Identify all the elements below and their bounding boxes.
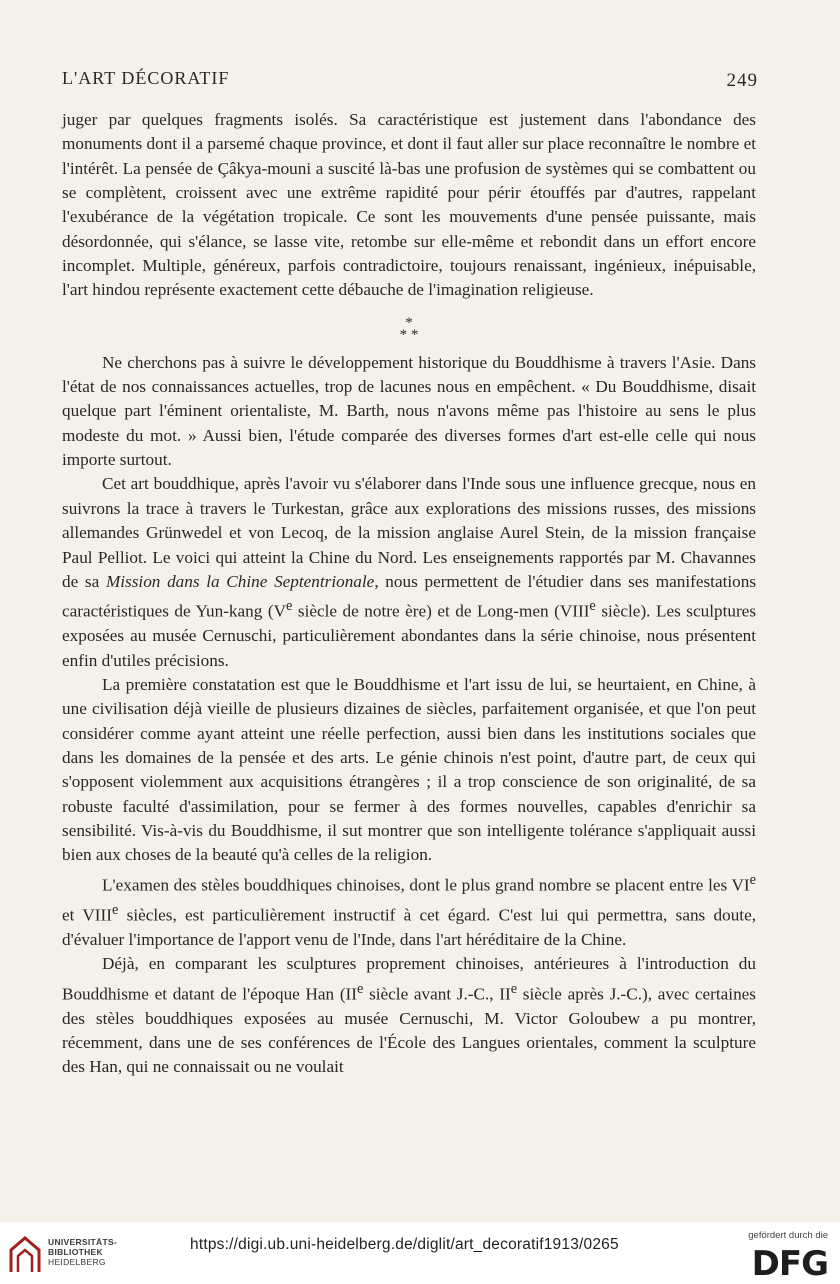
paragraph-text: et VIII xyxy=(62,905,112,925)
paragraph-text: siècle avant J.-C., II xyxy=(363,984,511,1004)
paragraph-text: Cet art bouddhique, après l'avoir vu s'élaborer dans l'Inde sous une influence grecque, nous en suivrons la trace à travers le Turkestan, grâce aux explorations des missions russes, des missions allemandes Grünwedel et von Lecoq, de la mission anglaise Aurel Stein, de la mission française Paul Pelliot. Le voici qui atteint la Chine du Nord. Les enseignements rapportés par M. Chavannes de sa xyxy=(62,474,756,591)
asterism-bottom: * * xyxy=(399,326,419,343)
asterism-divider xyxy=(62,303,756,351)
running-head-title: L'ART DÉCORATIF xyxy=(62,68,230,88)
permalink-url[interactable]: https://digi.ub.uni-heidelberg.de/diglit/art_decoratif1913/0265 xyxy=(190,1236,619,1253)
viewer-footer xyxy=(0,1222,840,1284)
paragraph-text: siècle). Les sculptures exposées au musée Cernuschi, particulièrement abondantes dans la série chinoise, nous présentent enfin d'utiles précisions. xyxy=(62,601,757,670)
library-name-line: BIBLIOTHEK xyxy=(48,1247,103,1257)
superscript: e xyxy=(286,598,293,615)
body-text xyxy=(62,108,756,1080)
paragraph: juger par quelques fragments isolés. Sa caractéristique est justement dans l'abondance des monuments dont il a parsemé chaque province, et dont il faut aller sur place reconnaître le nombre et l'intérêt. La pensée de Çâkya-mouni a suscité là-bas une profusion de systèmes qui se combattent ou se complètent, croissent avec une extrême rapidité pour périr étouffés par d'autres, rappelant l'exubérance de la végétation tropicale. Ce sont les mouvements d'une pensée puissante, mais désordonnée, qui s'élance, se lasse vite, retombe sur elle-même et rebondit dans un effort encore incomplet. Multiple, généreux, parfois contradictoire, toujours renaissant, ingénieux, inépuisable, l'art hindou représente exactement cette débauche de l'imagination religieuse. xyxy=(62,110,756,300)
library-name-line: UNIVERSITÄTS- xyxy=(48,1237,118,1247)
paragraph-text: L'examen des stèles bouddhiques chinoises, dont le plus grand nombre se placent entre les VI xyxy=(102,875,750,895)
book-title-italic: Mission dans la Chine Septentrionale xyxy=(105,571,375,591)
superscript: e xyxy=(589,598,596,615)
superscript: e xyxy=(357,980,364,997)
paragraph xyxy=(62,952,756,1079)
paragraph-text: Déjà, en comparant les sculptures proprement chinoises, antérieures à l'introduction du Bouddhisme et datant de l'époque Han (II xyxy=(62,954,756,1004)
paragraph xyxy=(62,472,756,672)
page-number: 249 xyxy=(726,70,758,91)
paragraph: La première constatation est que le Bouddhisme et l'art issu de lui, se heurtaient, en Chine, à une civilisation déjà vieille de plusieurs dizaines de siècles, parfaitement organisée, et que l'on peut considérer comme ayant atteint une réelle perfection, aussi bien dans les institutions sociales que dans les domaines de la pensée et des arts. Le génie chinois n'est point, d'autre part, de ceux qui s'opposent violemment aux acquisitions étrangères ; il a trop conscience de son originalité, de sa robuste faculté d'assimilation, pour se fermer à des formes nouvelles, capables d'enrichir sa sensibilité. Vis-à-vis du Bouddhisme, il sut montrer que son intelligente tolérance s'appliquait aussi bien aux choses de la beauté qu'à celles de la religion. xyxy=(62,674,756,865)
paragraph: Ne cherchons pas à suivre le développement historique du Bouddhisme à travers l'Asie. Dans l'état de nos connaissances actuelles, trop de lacunes nous en empêchent. « Du Bouddhisme, disait quelque part l'éminent orientaliste, M. Barth, nous n'avons même pas l'histoire au sens le plus modeste du mot. » Aussi bien, l'étude comparée des diverses formes d'art est-elle celle qui nous importe surtout. xyxy=(62,352,756,470)
university-library-logo-icon[interactable] xyxy=(8,1234,42,1274)
superscript: e xyxy=(510,980,518,997)
superscript: e xyxy=(749,871,756,888)
paragraph-text: siècle après J.-C.), avec certaines des stèles bouddhiques exposées au musée Cernuschi, M. Victor Goloubew a pu montrer, récemment, dans une de ses conférences de l'École des Langues orientales, comment la sculpture des Han, qui ne connaissait ou ne voulait xyxy=(62,984,756,1077)
paragraph-text: , nous permettent de l'étudier dans ses manifestations caractéristiques de Yun-kang (V xyxy=(62,571,757,621)
paragraph-text: siècles, est particulièrement instructif à cet égard. C'est lui qui permettra, sans doute, d'évaluer l'importance de l'apport venu de l'Inde, dans l'art héréditaire de la Chine. xyxy=(62,905,756,949)
library-name xyxy=(48,1237,117,1267)
paragraph-text: siècle de notre ère) et de Long-men (VIII xyxy=(292,601,590,621)
funded-by-label: gefördert durch die xyxy=(748,1230,828,1241)
asterism-top: * xyxy=(405,314,413,331)
paragraph xyxy=(62,868,756,953)
library-name-line: HEIDELBERG xyxy=(48,1257,106,1267)
superscript: e xyxy=(111,901,119,918)
dfg-logo[interactable]: DFG xyxy=(751,1244,828,1284)
